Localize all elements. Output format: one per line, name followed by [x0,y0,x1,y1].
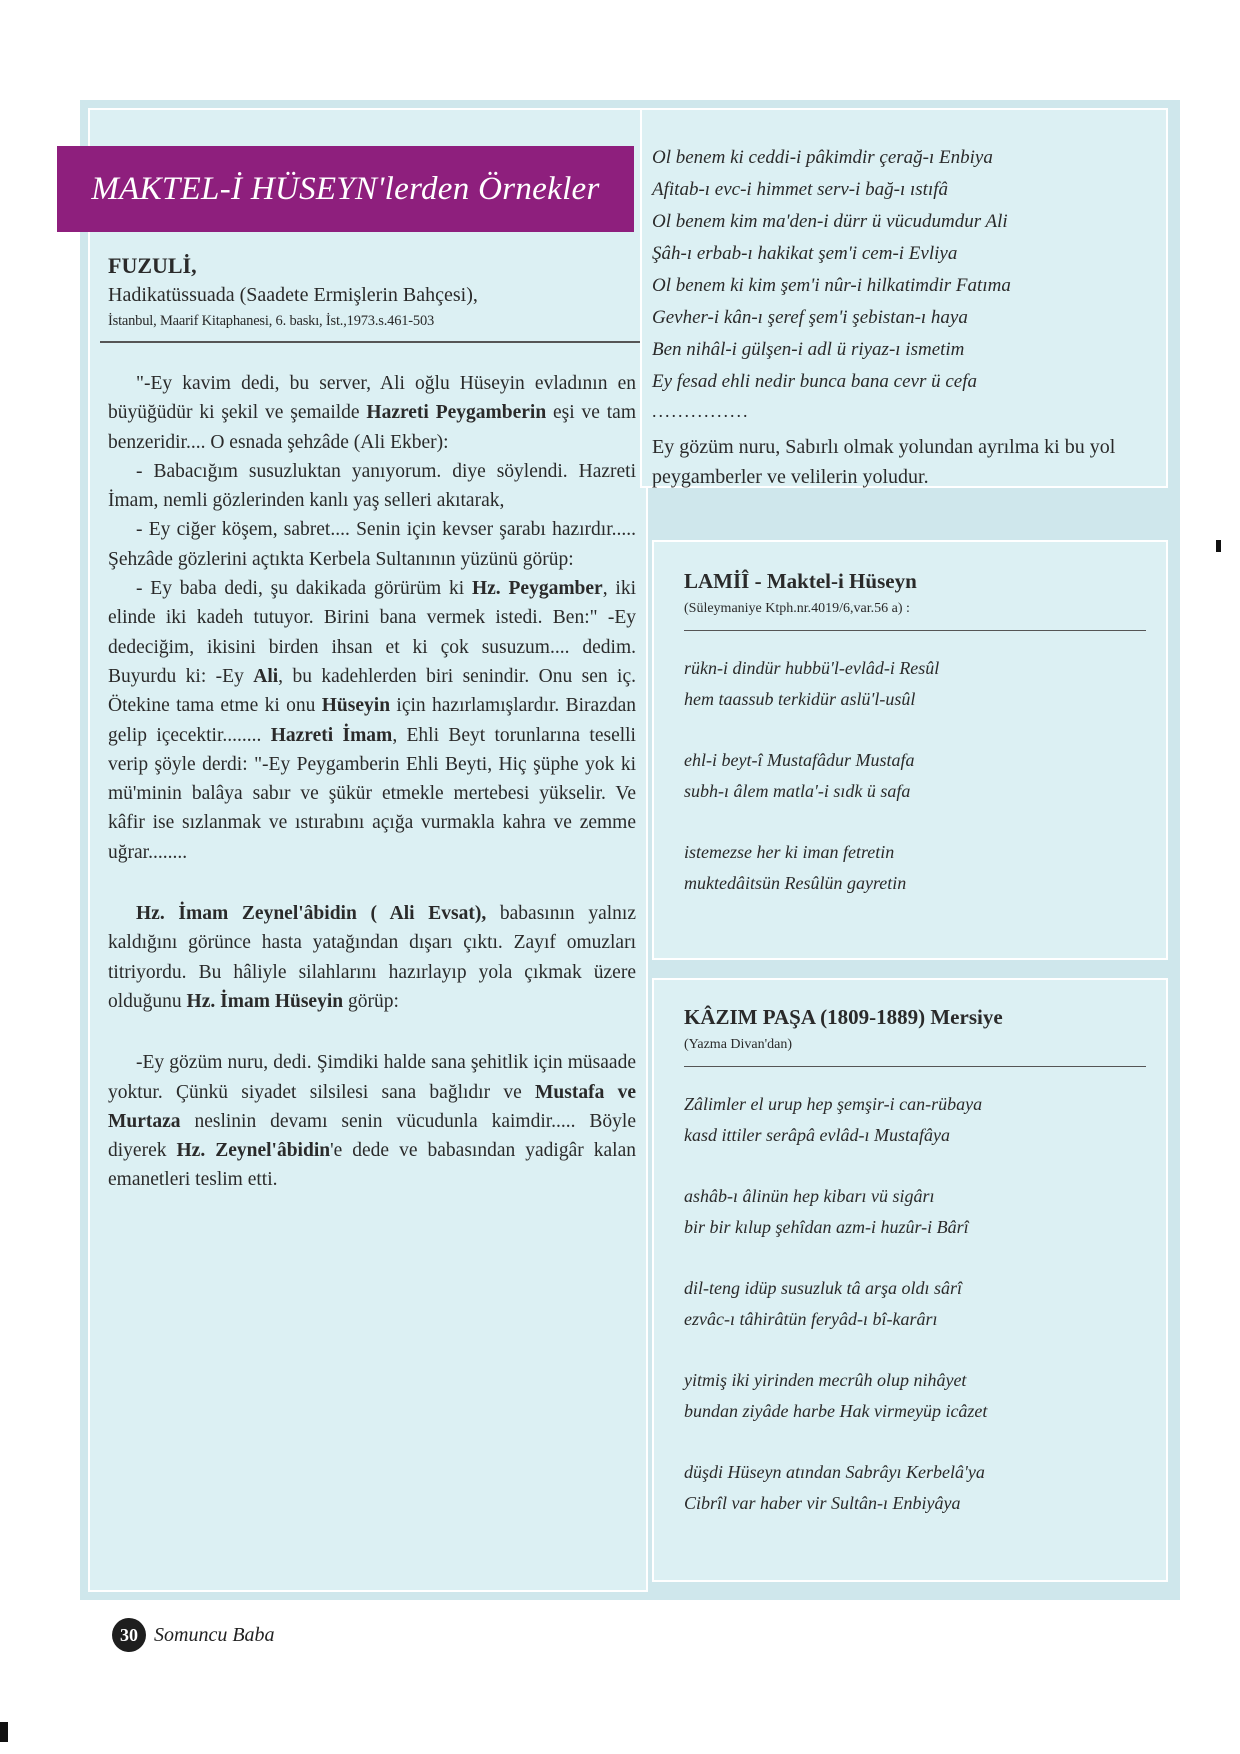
article-title-banner [57,146,634,232]
verse-line: Gevher-i kân-ı şeref şem'i şebistan-ı haya [652,307,968,328]
verse-line: Ol benem kim ma'den-i dürr ü vücudumdur Ali [652,211,1008,232]
lamii-verse-line: muktedâitsün Resûlün gayretin [684,873,907,893]
kazim-verse-line: bir bir kılup şehîdan azm-i huzûr-i Bârî [684,1217,969,1237]
paragraph-1: "-Ey kavim dedi, bu server, Ali oğlu Hüseyin evladının en büyüğüdür ki şekil ve şemailde Hazreti Peygamberin eşi ve tam benzeridir.... O esnada şehzâde (Ali Ekber): [108,373,636,453]
kazim-stanza [684,1273,1146,1335]
crop-mark [1216,540,1221,552]
verse-line: Afitab-ı evc-i himmet serv-i bağ-ı ıstıfâ [652,179,949,200]
source-publisher: İstanbul, Maarif Kitaphanesi, 6. baskı, İst.,1973.s.461-503 [108,313,435,329]
lamii-subtitle: (Süleymaniye Ktph.nr.4019/6,var.56 a) : [684,601,910,616]
lamii-verse-line: hem taassub terkidür aslü'l-usûl [684,689,916,709]
paragraph-6: -Ey gözüm nuru, dedi. Şimdiki halde sana şehitlik için müsaade yoktur. Çünkü siyadet silsilesi sana bağlıdır ve Mustafa ve Murtaza neslinin devamı senin vücudunla kaimdir..... Böyle diyerek Hz. Zeynel'âbidin'e dede ve babasından yadigâr kalan emanetleri teslim etti. [108,1052,636,1191]
kazim-stanzas [684,1089,1146,1519]
lamii-verse-line: istemezse her ki iman fetretin [684,842,895,862]
lamii-verse-line: subh-ı âlem matla'-i sıdk ü safa [684,781,911,801]
crop-mark [0,1722,8,1742]
source-book: Hadikatüssuada (Saadete Ermişlerin Bahçesi), [108,284,478,306]
page-footer [112,1618,275,1652]
paragraph-2: - Babacığım susuzluktan yanıyorum. diye söylendi. Hazreti İmam, nemli gözlerinden kanlı yaş selleri akıtarak, [108,460,636,512]
verse-line: Ol benem ki kim şem'i nûr-i hilkatimdir Fatıma [652,275,1011,296]
kazim-verse-line: Zâlimler el urup hep şemşir-i can-rübaya [684,1094,983,1114]
kazim-verse-line: dil-teng idüp susuzluk tâ arşa oldı sârî [684,1278,963,1298]
article-title: MAKTEL-İ HÜSEYN'lerden Örnekler [91,170,600,207]
kazim-divider [684,1066,1146,1067]
closing-prose: Ey gözüm nuru, Sabırlı olmak yolundan ayrılma ki bu yol peygamberler ve velilerin yoludur. [652,436,1116,488]
kazim-subtitle: (Yazma Divan'dan) [684,1037,793,1052]
lamii-verse-line: ehl-i beyt-î Mustafâdur Mustafa [684,750,915,770]
lamii-box [652,540,1168,960]
kazim-verse-line: düşdi Hüseyn atından Sabrâyı Kerbelâ'ya [684,1462,985,1482]
paragraph-4: - Ey baba dedi, şu dakikada görürüm ki Hz. Peygamber, iki elinde iki kadeh tutuyor. Birini bana vermek istedi. Ben:" -Ey dedeciğim, ikisini birden ihsan et ki çok susuzum.... dedim. Buyurdu ki: -Ey Ali, bu kadehlerden biri senindir. Onu sen iç. Ötekine tama etme ki onu Hüseyin için hazırlamışlardır. Birazdan gelip içecektir........ Hazreti İmam, Ehli Beyt torunlarına teselli verip şöyle derdi: "-Ey Peygamberin Ehli Beyti, Hiç şüphe yok ki mü'minin balâya sabır ve şükür etmekle mertebesi yükselir. Ve kâfir ise sızlanmak ve ıstırabını açığa vurmakla kahra ve zemme uğrar........ [108,578,637,863]
kazim-verse-line: kasd ittiler serâpâ evlâd-ı Mustafâya [684,1125,950,1145]
left-column [108,252,636,1195]
kazim-verse-line: Cibrîl var haber vir Sultân-ı Enbiyâya [684,1493,961,1513]
lamii-stanza [684,745,1146,807]
kazim-stanza [684,1089,1146,1151]
kazim-title: KÂZIM PAŞA (1809-1889) Mersiye [684,1005,1003,1029]
lamii-stanzas [684,653,1146,899]
paragraph-5: Hz. İmam Zeynel'âbidin ( Ali Evsat), babasının yalnız kaldığını görünce hasta yatağından dışarı çıktı. Zayıf omuzları titriyordu. Bu hâliyle silahlarını hazırlayıp yola çıkmak üzere olduğunu Hz. İmam Hüseyin görüp: [108,903,636,1012]
kazim-verse-line: bundan ziyâde harbe Hak virmeyüp icâzet [684,1401,988,1421]
verse-line: Ol benem ki ceddi-i pâkimdir çerağ-ı Enbiya [652,147,993,168]
article-body [108,369,636,1195]
kazim-stanza [684,1181,1146,1243]
verse-list [652,142,1172,398]
right-top-column [652,142,1172,492]
lamii-divider [684,630,1146,631]
source-author: FUZULİ, [108,253,197,278]
magazine-name: Somuncu Baba [154,1623,275,1646]
kazim-stanza [684,1365,1146,1427]
page-number-badge: 30 [112,1618,146,1652]
paragraph-3: - Ey ciğer köşem, sabret.... Senin için kevser şarabı hazırdır..... Şehzâde gözlerini açtıkta Kerbela Sultanının yüzünü görüp: [108,519,636,570]
verse-line: Ey fesad ehli nedir bunca bana cevr ü cefa [652,371,978,392]
lamii-verse-line: rükn-i dindür hubbü'l-evlâd-i Resûl [684,658,940,678]
lamii-title: LAMİÎ - Maktel-i Hüseyn [684,569,917,593]
kazim-box [652,978,1168,1582]
lamii-stanza [684,653,1146,715]
lamii-stanza [684,837,1146,899]
kazim-verse-line: yitmiş iki yirinden mecrûh olup nihâyet [684,1370,967,1390]
kazim-stanza [684,1457,1146,1519]
verse-line: Şâh-ı erbab-ı hakikat şem'i cem-i Evliya [652,243,958,264]
ellipsis-line: ............... [652,401,750,421]
kazim-verse-line: ashâb-ı âlinün hep kibarı vü sigârı [684,1186,935,1206]
kazim-verse-line: ezvâc-ı tâhirâtün feryâd-ı bî-karârı [684,1309,938,1329]
verse-line: Ben nihâl-i gülşen-i adl ü riyaz-ı ismetim [652,339,965,360]
